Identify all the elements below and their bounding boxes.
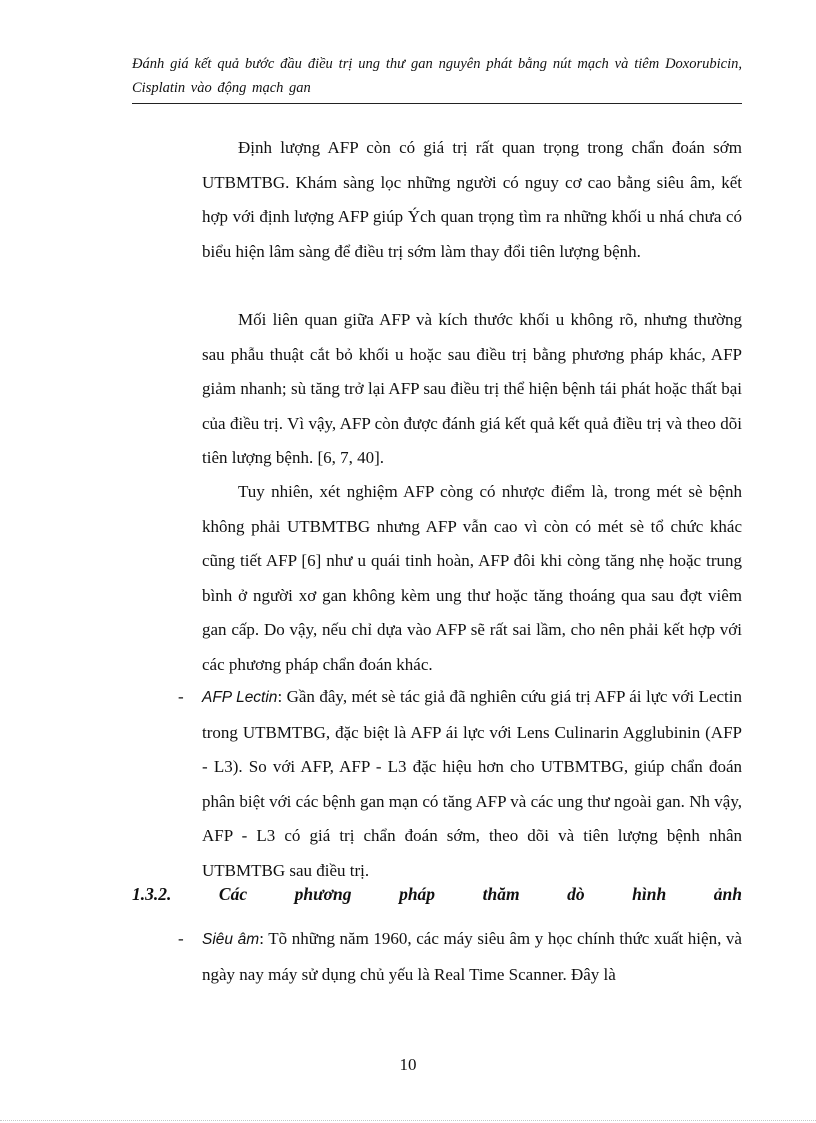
bullet-term: Siêu âm [202,931,260,948]
section-word: thăm [482,884,520,904]
bullet-text [202,922,742,992]
section-word: pháp [399,884,436,904]
paragraph-afp-early-diagnosis [202,131,742,269]
section-word: hình [632,884,667,904]
bullet-dash: - [178,687,184,706]
running-header: Đánh giá kết quả bước đầu điều trị ung thư gan nguyên phát bằng nút mạch và tiêm Doxorubicin, Cisplatin vào động mạch gan [132,56,742,96]
bullet-body: : Tõ những năm 1960, các máy siêu âm y học chính thức xuất hiện, và ngày nay máy sử dụng chủ yếu là Real Time Scanner. Đây là [202,929,742,984]
header-rule [132,103,742,104]
section-word: phương [294,884,352,904]
paragraph-text: Mối liên quan giữa AFP và kích thước khối u không rõ, nhưng thường sau phẫu thuật cắt bỏ khối u hoặc sau điều trị bằng phương pháp khác, AFP giảm nhanh; sù tăng trở lại AFP sau điều trị thể hiện bệnh tái phát hoặc thất bại của điều trị. Vì vậy, AFP còn được đánh giá kết quả kết quả điều trị và theo dõi tiên lượng bệnh. [6, 7, 40]. [202,310,742,467]
section-word: dò [567,884,585,904]
section-word: Các [218,884,248,904]
paragraph-afp-tumor-size [202,303,742,476]
footer-dotted-line [0,1120,816,1121]
bullet-text [202,680,742,888]
bullet-term: AFP Lectin [202,689,278,706]
paragraph-text: Định lượng AFP còn có giá trị rất quan trọng trong chẩn đoán sớm UTBMTBG. Khám sàng lọc những người có nguy cơ cao bằng siêu âm, kết hợp với định lượng AFP giúp Ých quan trọng tìm ra những khối u nhá chưa có biểu hiện lâm sàng để điều trị sớm làm thay đổi tiên lượng bệnh. [202,138,742,261]
paragraph-text: Tuy nhiên, xét nghiệm AFP còng có nhược điểm là, trong mét sè bệnh không phải UTBMTBG nhưng AFP vẫn cao vì còn có mét sè tổ chức khác cũng tiết AFP [6] như u quái tinh hoàn, AFP đôi khi còng tăng nhẹ hoặc trung bình ở người xơ gan không kèm ung thư hoặc tăng thoáng qua sau đợt viêm gan cấp. Do vậy, nếu chỉ dựa vào AFP sẽ rất sai lầm, cho nên phải kết hợp với các phương pháp chẩn đoán khác. [202,482,742,674]
page-number: 10 [399,1055,417,1074]
section-number: 1.3.2. [132,884,172,904]
bullet-dash: - [178,929,184,948]
section-heading [132,884,742,905]
paragraph-afp-limitations [202,475,742,682]
bullet-body: : Gần đây, mét sè tác giả đã nghiên cứu giá trị AFP ái lực với Lectin trong UTBMTBG, đặc biệt là AFP ái lực với Lens Culinarin Agglubinin (AFP - L3). So với AFP, AFP - L3 đặc hiệu hơn cho UTBMTBG, giúp chẩn đoán phân biệt với các bệnh gan mạn có tăng AFP và các ung thư ngoài gan. Nh vậy, AFP - L3 có giá trị chẩn đoán sớm, theo dõi và tiên lượng bệnh nhân UTBMTBG sau điều trị. [202,687,742,880]
section-word: ảnh [713,884,742,904]
